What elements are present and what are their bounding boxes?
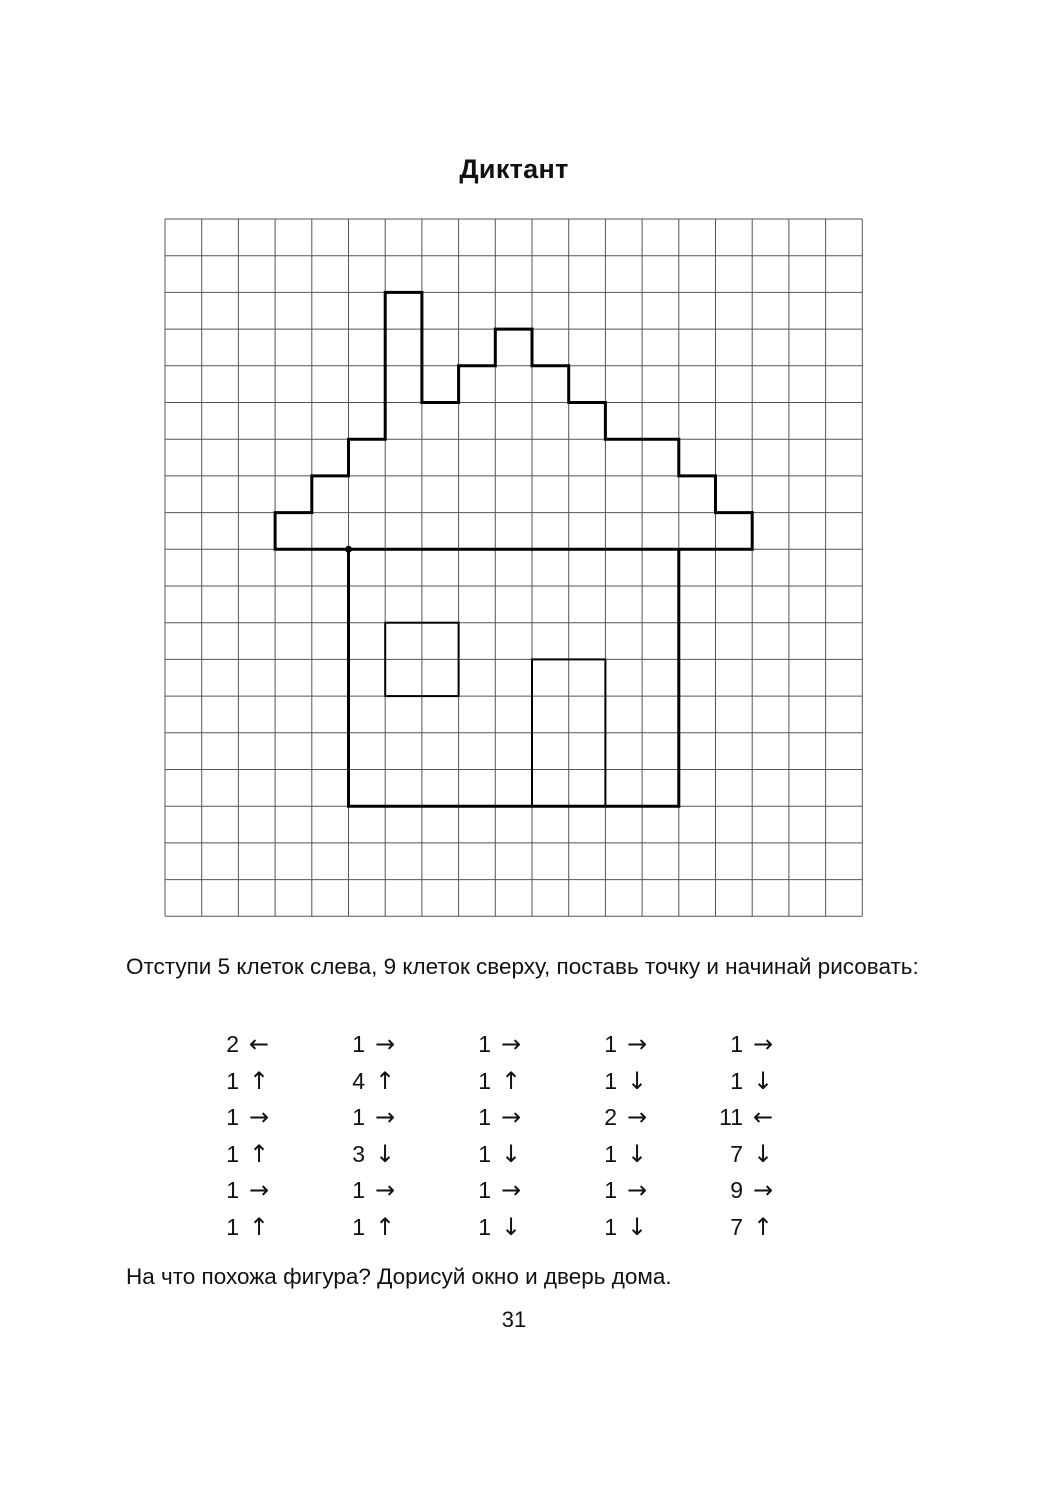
command-column bbox=[331, 1026, 411, 1246]
command-step bbox=[457, 1209, 537, 1246]
instruction-text: Отступи 5 клеток слева, 9 клеток сверху, поставь точку и начинай рисовать: bbox=[126, 954, 919, 979]
command-column bbox=[205, 1026, 285, 1246]
step-count: 1 bbox=[478, 1104, 491, 1131]
step-count: 3 bbox=[352, 1140, 365, 1167]
command-step bbox=[709, 1099, 789, 1136]
arrow-down-icon: ↓ bbox=[501, 1139, 522, 1168]
step-count: 1 bbox=[604, 1177, 617, 1204]
command-step bbox=[205, 1099, 285, 1136]
command-step bbox=[583, 1026, 663, 1063]
command-column bbox=[583, 1026, 663, 1246]
command-column bbox=[457, 1026, 537, 1246]
page-number: 31 bbox=[501, 1307, 527, 1332]
step-count: 11 bbox=[719, 1104, 743, 1131]
arrow-left-icon: ← bbox=[249, 1030, 270, 1058]
command-step bbox=[457, 1136, 537, 1173]
arrow-right-icon: → bbox=[375, 1030, 396, 1058]
command-step bbox=[331, 1136, 411, 1173]
step-count: 1 bbox=[478, 1067, 491, 1094]
arrow-up-icon: ↑ bbox=[249, 1139, 270, 1168]
step-count: 1 bbox=[226, 1104, 239, 1131]
command-step bbox=[709, 1209, 789, 1246]
command-step bbox=[331, 1209, 411, 1246]
question-text: На что похожа фигура? Дорисуй окно и дверь дома. bbox=[126, 1264, 672, 1289]
command-step bbox=[457, 1099, 537, 1136]
arrow-up-icon: ↑ bbox=[375, 1066, 396, 1095]
step-count: 7 bbox=[730, 1213, 743, 1240]
step-count: 9 bbox=[730, 1177, 743, 1204]
arrow-right-icon: → bbox=[249, 1176, 270, 1205]
step-count: 1 bbox=[730, 1031, 743, 1057]
arrow-right-icon: → bbox=[753, 1030, 774, 1058]
step-count: 1 bbox=[226, 1213, 239, 1240]
command-step bbox=[331, 1099, 411, 1136]
step-count: 1 bbox=[478, 1140, 491, 1167]
arrow-right-icon: → bbox=[753, 1176, 774, 1205]
arrow-right-icon: → bbox=[375, 1103, 396, 1132]
step-count: 1 bbox=[226, 1067, 239, 1094]
grid-lines bbox=[165, 219, 862, 916]
command-step bbox=[709, 1063, 789, 1100]
arrow-left-icon: ← bbox=[753, 1103, 774, 1132]
arrow-right-icon: → bbox=[627, 1176, 648, 1205]
step-count: 1 bbox=[478, 1177, 491, 1204]
start-point-dot bbox=[345, 546, 352, 553]
command-step bbox=[709, 1172, 789, 1209]
arrow-up-icon: ↑ bbox=[249, 1066, 270, 1095]
command-step bbox=[205, 1172, 285, 1209]
step-count: 1 bbox=[226, 1177, 239, 1204]
arrow-right-icon: → bbox=[501, 1176, 522, 1205]
arrow-right-icon: → bbox=[501, 1103, 522, 1132]
step-count: 7 bbox=[730, 1140, 743, 1167]
step-count: 1 bbox=[478, 1031, 491, 1057]
step-count: 2 bbox=[604, 1104, 617, 1131]
step-count: 1 bbox=[604, 1067, 617, 1094]
arrow-down-icon: ↓ bbox=[627, 1139, 648, 1168]
arrow-up-icon: ↑ bbox=[753, 1212, 774, 1241]
arrow-up-icon: ↑ bbox=[501, 1066, 522, 1095]
command-step bbox=[709, 1136, 789, 1173]
arrow-right-icon: → bbox=[249, 1103, 270, 1132]
command-step bbox=[205, 1136, 285, 1173]
step-count: 1 bbox=[352, 1177, 365, 1204]
command-step bbox=[583, 1172, 663, 1209]
command-step bbox=[331, 1026, 411, 1063]
command-step bbox=[583, 1209, 663, 1246]
command-step bbox=[205, 1063, 285, 1100]
command-step bbox=[583, 1063, 663, 1100]
command-step bbox=[457, 1026, 537, 1063]
command-step bbox=[457, 1172, 537, 1209]
command-step bbox=[331, 1172, 411, 1209]
step-count: 2 bbox=[226, 1031, 239, 1057]
command-step bbox=[457, 1063, 537, 1100]
command-column bbox=[709, 1026, 789, 1246]
arrow-up-icon: ↑ bbox=[375, 1212, 396, 1241]
command-step bbox=[583, 1099, 663, 1136]
arrow-right-icon: → bbox=[375, 1176, 396, 1205]
step-count: 1 bbox=[352, 1031, 365, 1057]
step-count: 1 bbox=[352, 1104, 365, 1131]
command-step bbox=[583, 1136, 663, 1173]
arrow-up-icon: ↑ bbox=[249, 1212, 270, 1241]
command-step bbox=[709, 1026, 789, 1063]
arrow-down-icon: ↓ bbox=[627, 1212, 648, 1241]
arrow-right-icon: → bbox=[501, 1030, 522, 1058]
house-figure bbox=[275, 292, 752, 806]
step-count: 1 bbox=[604, 1213, 617, 1240]
step-count: 1 bbox=[352, 1213, 365, 1240]
command-step bbox=[205, 1209, 285, 1246]
arrow-down-icon: ↓ bbox=[753, 1066, 774, 1095]
step-count: 1 bbox=[604, 1140, 617, 1167]
command-step bbox=[205, 1026, 285, 1063]
step-count: 4 bbox=[352, 1067, 365, 1094]
arrow-down-icon: ↓ bbox=[627, 1066, 648, 1095]
step-count: 1 bbox=[226, 1140, 239, 1167]
arrow-down-icon: ↓ bbox=[753, 1139, 774, 1168]
step-count: 1 bbox=[730, 1067, 743, 1094]
step-count: 1 bbox=[604, 1031, 617, 1057]
command-step bbox=[331, 1063, 411, 1100]
page-title: Диктант bbox=[459, 154, 569, 184]
arrow-right-icon: → bbox=[627, 1030, 648, 1058]
arrow-down-icon: ↓ bbox=[375, 1139, 396, 1168]
arrow-down-icon: ↓ bbox=[501, 1212, 522, 1241]
arrow-right-icon: → bbox=[627, 1103, 648, 1132]
step-count: 1 bbox=[478, 1213, 491, 1240]
